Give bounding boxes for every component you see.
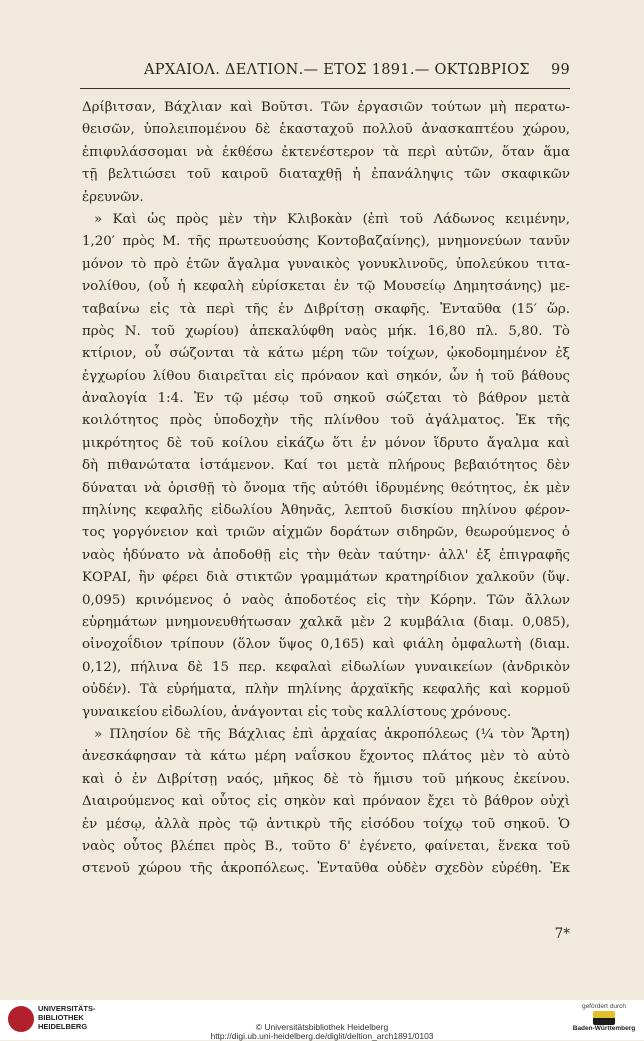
header-title: ΑΡΧΑΙΟΛ. ΔΕΛΤΙΟΝ.— ΕΤΟΣ 1891.— ΟΚΤΩΒΡΙΟΣ [144,62,530,78]
text-line: » Καὶ ὡς πρὸς μὲν τὴν Κλιβοκὰν (ἐπὶ τοῦ Λάδωνος κειμένην, [94,211,570,227]
text-line: μόνον τὸ πρὸ ἐτῶν ἄγαλμα γυναικὸς γονυκλινοῦς, ὑπολεύκου τιτα- [82,256,570,272]
text-line: στενοῦ χώρου τῆς ἀκροπόλεως. Ἐνταῦθα οὐδὲν σχεδὸν εὑρέθη. Ἐκ [82,861,570,877]
text-line: δὴ πιθανώτατα ἱστάμενον. Καί τοι μετὰ πλήρους βεβαιότητος δὲν [82,458,570,474]
text-line: καὶ ὁ ἐν Διβρίτσῃ ναός, μῆκος δὲ τὸ ἥμισυ τοῦ μήκους ἐκείνου. [82,771,570,787]
funder-name: Baden-Württemberg [572,1025,636,1032]
text-line: γυναικείου εἰδωλίου, ἀνάγονται εἰς τοὺς καλλίστους χρόνους. [82,704,512,720]
text-line: ἐν μέσῳ, ἀλλὰ πρὸς τῷ ἀντικρὺ τῆς εἰσόδου τοίχῳ τοῦ σηκοῦ. Ὁ [82,816,570,832]
text-line: κτίριον, οὗ σώζονται τὰ κάτω μέρη τῶν τοίχων, ᾠκοδομημένον ἐξ [82,346,570,362]
viewer-footer [0,1000,644,1040]
text-line: ἐπιφυλάσσομαι νὰ ἐκθέσω ἐκτενέστερον τὰ περὶ αὐτῶν, ὅταν ἅμα [82,144,570,160]
permalink-url[interactable]: http://digi.ub.uni-heidelberg.de/diglit/deltion_arch1891/0103 [210,1031,434,1041]
text-line: δύναται νὰ ὁρισθῇ τὸ ὄνομα τῆς αὐτόθι ἱδρυμένης θεότητος, ἐκ μὲν [82,480,570,496]
text-line: ἐρευνῶν. [82,189,144,205]
text-line: οἰνοχοΐδιον τρίπουν (ὅλον ὕψος 0,165) καὶ φιάλη ὀμφαλωτὴ (διαμ. [82,637,570,653]
copyright-notice: © Universitätsbibliothek Heidelberg [255,1022,389,1032]
running-header [80,62,570,84]
text-line: » Πλησίον δὲ τῆς Βάχλιας ἐπὶ ἀρχαίας ἀκροπόλεως (¼ τὸν Ἄρτη) [94,726,570,742]
page-number: 99 [550,62,570,78]
text-line: τος γοργόνειον καὶ τριῶν αἰχμῶν δοράτων σιδηρῶν, θεωρούμενος ὁ [82,525,570,541]
text-line: ἐγχωρίου λίθου διαιρεῖται εἰς πρόναον καὶ σηκόν, ὧν ἡ τοῦ βάθους [82,368,570,384]
signature-mark: 7* [554,926,570,942]
text-line: νολίθου, (οὗ ἡ κεφαλὴ εὑρίσκεται ἐν τῷ Μουσείῳ Δημητσάνης) με- [82,279,570,295]
text-line: Δρίβιτσαν, Βάχλιαν καὶ Βοῦτσι. Τῶν ἐργασιῶν τούτων μὴ περατω- [82,100,570,115]
text-line: τῇ βελτιώσει τοῦ καιροῦ διαταχθῇ ἡ ἐπανάληψις τῶν σκαφικῶν [82,167,570,183]
text-line: οὐδέν). Τὰ εὑρήματα, πλὴν πηλίνης ἀρχαϊκῆς κεφαλῆς καὶ κορμοῦ [82,682,570,698]
text-line: Διαιρούμενος καὶ οὗτος εἰς σηκὸν καὶ πρόναον ἔχει τὸ βάθρον οὐχὶ [82,794,570,810]
text-line: ταβαίνω εἰς τὰ περὶ τῆς ἐν Διβρίτσῃ σκαφῆς. Ἐνταῦθα (15′ ὥρ. [82,301,570,317]
body-text [82,97,570,881]
text-line: μικρότητος δὲ τοῦ κοίλου εἰκάζω ὅτι ἐν μόνον ἵδρυτο ἄγαλμα καὶ [82,435,570,451]
text-line: κοιλότητος πρὸς ὑποδοχὴν τῆς πλίνθου τοῦ ἀγάλματος. Ἐκ τῆς [82,413,570,429]
text-line: ΚΟΡΑΙ, ἣν φέρει διὰ στικτῶν γραμμάτων κρατηρίδιον χαλκοῦν (ὕψ. [82,570,570,586]
state-crest-icon [593,1011,615,1025]
header-rule [80,88,570,89]
text-line: ναὸς οὗτος βλέπει πρὸς Β., τοῦτο δ' ἐγένετο, φαίνεται, ἕνεκα τοῦ [82,838,570,854]
text-line: πηλίνης κεφαλῆς εἰδωλίου Ἀθηνᾶς, λεπτοῦ δισκίου πηλίνου φέρον- [82,503,570,519]
funder-logo[interactable] [572,1003,636,1039]
text-line: 0,12), πήλινα δὲ 15 περ. κεφαλαὶ εἰδωλίων γυναικείων (ἀνδρικὸν [82,659,570,675]
text-line: πρὸς Ν. τοῦ χωρίου) ἀπεκαλύφθη ναὸς μήκ. 16,80 πλ. 5,80. Τὸ [82,323,570,339]
funded-by-label: gefördert durch [581,1003,627,1010]
text-line: 1,20′ πρὸς Μ. τῆς πρωτευούσης Κοντοβαζαίνης), μνημονεύων τανῦν [82,234,570,250]
text-line: ναὸς ἠδύνατο νὰ ἀποδοθῇ εἰς τὴν θεὰν ταύτην· ἀλλ' ἐξ ἐπιγραφῆς [82,547,570,563]
ub-heidelberg-logo-text: UNIVERSITÄTS- BIBLIOTHEK HEIDELBERG [38,1004,96,1031]
text-line: θεισῶν, ὑπολειπομένου δὲ ἑκασταχοῦ πολλοῦ ἀνασκαπτέου χώρου, [82,122,570,138]
text-line: ἀνεσκάφησαν τὰ κάτω μέρη ναΐσκου ἔχοντος πλάτος μὲν τὸ αὐτὸ [82,749,570,765]
text-line: εὑρημάτων μνημονευθήτωσαν χαλκᾶ μὲν 2 κυμβάλια (διαμ. 0,085), [82,614,570,630]
text-line: ἀναλογία 1:4. Ἐν τῷ μέσῳ τοῦ σηκοῦ σώζεται τὸ βάθρον μετὰ [82,391,570,407]
text-line: 0,095) κρινόμενος ὁ ναὸς ἀποδοτέος εἰς τὴν Κόρην. Τῶν ἄλλων [82,592,570,608]
